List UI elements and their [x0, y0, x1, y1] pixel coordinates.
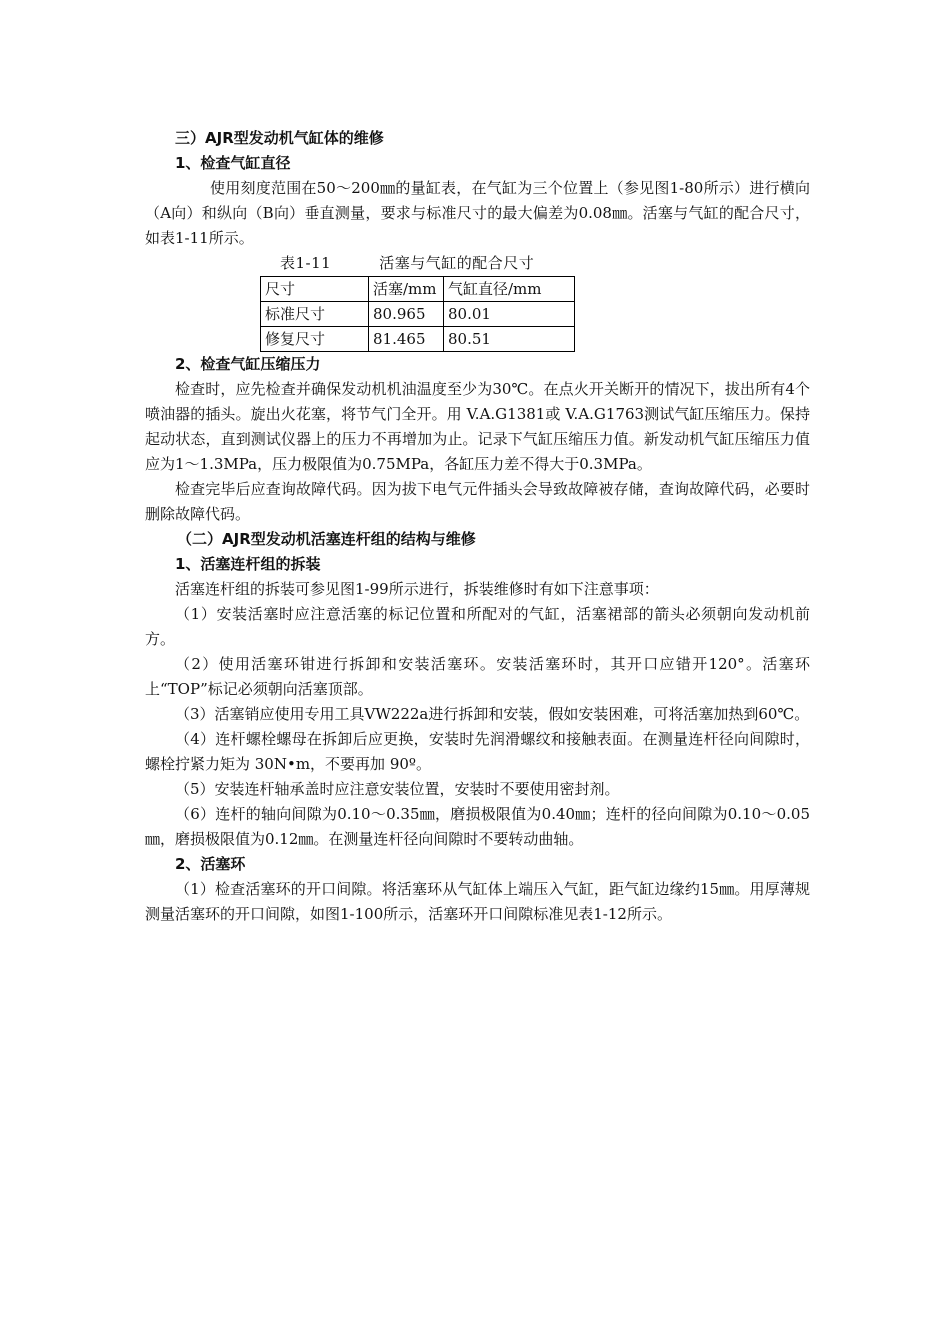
table-cell: 修复尺寸	[261, 327, 369, 352]
subsection-heading-disassembly: 1、活塞连杆组的拆装	[175, 555, 321, 573]
subsection-heading-cylinder-diameter: 1、检查气缸直径	[175, 154, 291, 172]
document-content	[145, 126, 810, 927]
table-cell: 80.965	[369, 302, 444, 327]
table-cell: 标准尺寸	[261, 302, 369, 327]
paragraph-compression: 检查时，应先检查并确保发动机机油温度至少为30℃。在点火开关断开的情况下，拔出所有4个喷油器的插头。旋出火花塞，将节气门全开。用 V.A.G1381或 V.A.G1763测试气缸压缩压力。保持起动状态，直到测试仪器上的压力不再增加为止。记录下气缸压缩压力值。新发动机气缸压缩压力值应为1～1.3MPa，压力极限值为0.75MPa，各缸压力差不得大于0.3MPa。	[145, 380, 810, 473]
list-item: （3）活塞销应使用专用工具VW222a进行拆卸和安装，假如安装困难，可将活塞加热到60℃。	[175, 705, 810, 723]
table-caption-title: 活塞与气缸的配合尺寸	[379, 254, 535, 272]
table-row	[261, 302, 575, 327]
piston-cylinder-table	[260, 276, 575, 352]
table-header-cell: 活塞/mm	[369, 277, 444, 302]
paragraph-piston-ring-gap: （1）检查活塞环的开口间隙。将活塞环从气缸体上端压入气缸，距气缸边缘约15㎜。用厚薄规测量活塞环的开口间隙，如图1-100所示，活塞环开口间隙标准见表1-12所示。	[145, 880, 810, 923]
table-caption-number: 表1-11	[280, 254, 332, 272]
section-heading-piston-rod: （二）AJR型发动机活塞连杆组的结构与维修	[177, 530, 476, 548]
table-caption	[145, 251, 810, 276]
list-item: （2）使用活塞环钳进行拆卸和安装活塞环。安装活塞环时，其开口应错开120°。活塞环上“TOP”标记必须朝向活塞顶部。	[145, 655, 810, 698]
section-heading: 三）AJR型发动机气缸体的维修	[175, 129, 384, 147]
table-header-row	[261, 277, 575, 302]
paragraph-cylinder-diameter: 使用刻度范围在50～200㎜的量缸表，在气缸为三个位置上（参见图1-80所示）进行横向（A向）和纵向（B向）垂直测量，要求与标准尺寸的最大偏差为0.08㎜。活塞与气缸的配合尺寸，如表1-11所示。	[145, 179, 810, 247]
subsection-heading-piston-ring: 2、活塞环	[175, 855, 246, 873]
list-item: （4）连杆螺栓螺母在拆卸后应更换，安装时先润滑螺纹和接触表面。在测量连杆径向间隙时，螺栓拧紧力矩为 30N•m，不要再加 90º。	[145, 730, 810, 773]
list-item: （6）连杆的轴向间隙为0.10～0.35㎜，磨损极限值为0.40㎜；连杆的径向间隙为0.10～0.05㎜，磨损极限值为0.12㎜。在测量连杆径向间隙时不要转动曲轴。	[145, 805, 810, 848]
table-cell: 80.51	[444, 327, 575, 352]
table-cell: 81.465	[369, 327, 444, 352]
list-item: （5）安装连杆轴承盖时应注意安装位置，安装时不要使用密封剂。	[175, 780, 620, 798]
paragraph-disassembly-intro: 活塞连杆组的拆装可参见图1-99所示进行，拆装维修时有如下注意事项：	[175, 580, 659, 598]
subsection-heading-compression: 2、检查气缸压缩压力	[175, 355, 321, 373]
table-header-cell: 尺寸	[261, 277, 369, 302]
table-row	[261, 327, 575, 352]
list-item: （1）安装活塞时应注意活塞的标记位置和所配对的气缸，活塞裙部的箭头必须朝向发动机前方。	[145, 605, 810, 648]
table-cell: 80.01	[444, 302, 575, 327]
table-header-cell: 气缸直径/mm	[444, 277, 575, 302]
paragraph-fault-codes: 检查完毕后应查询故障代码。因为拔下电气元件插头会导致故障被存储，查询故障代码，必要时删除故障代码。	[145, 480, 810, 523]
